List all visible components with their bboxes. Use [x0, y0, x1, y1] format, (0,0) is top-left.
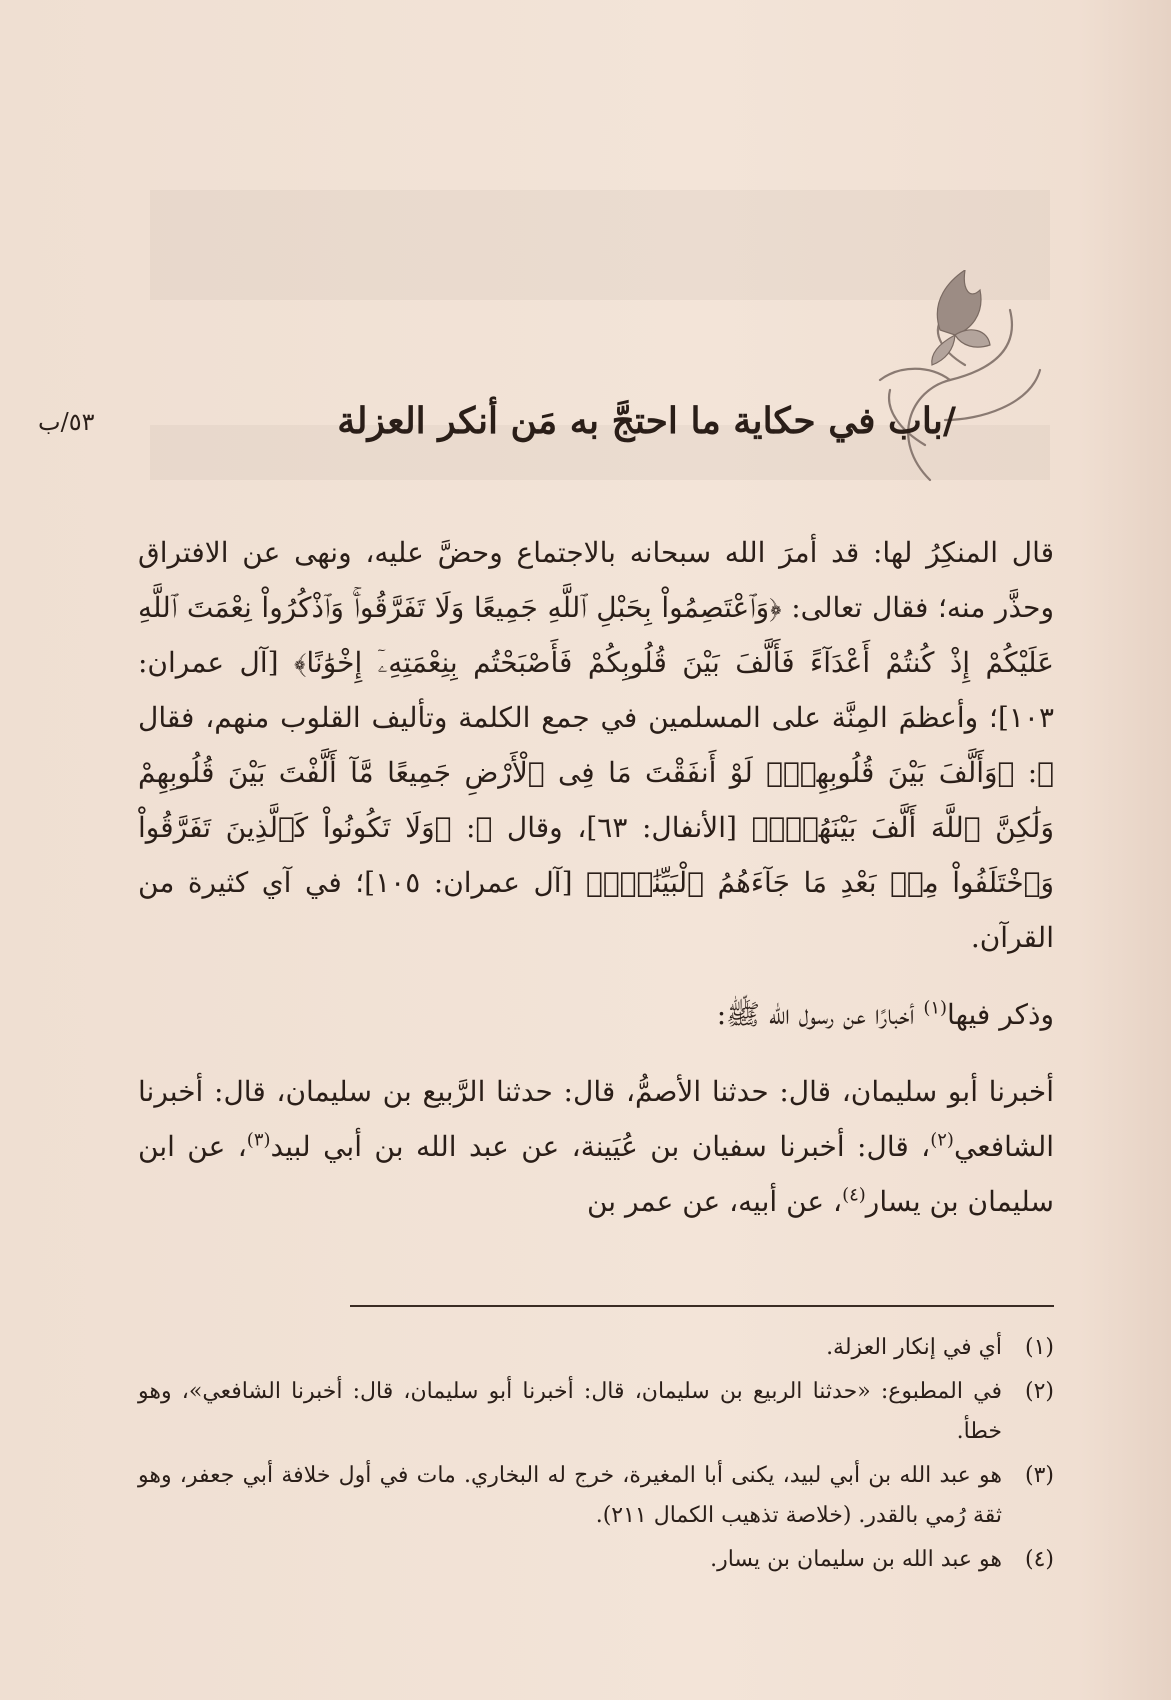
text-segment: وذكر فيها [947, 998, 1054, 1031]
quran-verse: ﴿وَٱعْتَصِمُواْ بِحَبْلِ ٱللَّهِ جَمِيعًا وَلَا تَفَرَّقُواْۚ وَٱذْكُرُواْ نِعْمَتَ ٱللَّهِ عَلَيْكُمْ إِذْ كُنتُمْ أَعْدَآءً فَأَلَّفَ بَيْنَ قُلُوبِكُمْ فَأَصْبَحْتُم بِنِعْمَتِهِۦٓ إِخْوَٰنًا﴾ [138, 591, 1055, 679]
text-segment: [آل عمران: ١٠٥]؛ في آي كثيرة من القرآن. [138, 866, 1054, 954]
footnote [138, 1540, 1054, 1580]
show-through-band [150, 190, 1050, 245]
footnote-text: هو عبد الله بن أبي لبيد، يكنى أبا المغيرة، خرج له البخاري. مات في أول خلافة أبي جعفر، وهو ثقة رُمي بالقدر. (خلاصة تذهيب الكمال ٢١١). [138, 1463, 1002, 1528]
paragraph-3 [138, 1064, 1054, 1229]
footnote-divider [350, 1305, 1054, 1307]
paragraph-2 [138, 987, 1054, 1042]
footnote [138, 1328, 1054, 1368]
footnote-ref: (٤) [842, 1184, 866, 1206]
floral-vine-ornament-icon [870, 270, 1050, 490]
text-segment: [الأنفال: ٦٣]، وقال ﷻ: [451, 811, 752, 844]
footnote-ref: (١) [923, 997, 948, 1019]
footnote-ref: (٢) [930, 1129, 954, 1151]
footnote [138, 1372, 1054, 1452]
text-segment: قال المنكِرُ لها: قد أمرَ الله سبحانه بالاجتماع وحضَّ عليه، ونهى عن الافتراق وحذَّر منه؛ فقال تعالى: [138, 536, 1054, 624]
footnote-text: في المطبوع: «حدثنا الربيع بن سليمان، قال: أخبرنا أبو سليمان، قال: أخبرنا الشافعي»، وهو خطأ. [138, 1379, 1002, 1444]
paragraph-1 [138, 525, 1054, 965]
quran-verse: ﴿وَلَا تَكُونُواْ كَٱلَّذِينَ تَفَرَّقُواْ وَٱخْتَلَفُواْ مِنۢ بَعْدِ مَا جَآءَهُمُ ٱلْبَيِّنَٰتُۚ﴾ [138, 811, 1054, 899]
footnote-number: (١) [1024, 1335, 1054, 1360]
text-segment: ، عن أبيه، عن عمر بن [586, 1185, 843, 1218]
text-segment: ، قال: أخبرنا سفيان بن عُيَينة، عن عبد الله بن أبي لبيد [270, 1130, 931, 1163]
footnote-number: (٢) [1024, 1379, 1054, 1404]
footnote-text: أي في إنكار العزلة. [826, 1335, 1002, 1360]
chapter-title: /باب في حكاية ما احتجَّ به مَن أنكر العزلة [337, 400, 956, 442]
text-segment: ، عن ابن سليمان بن يسار [138, 1130, 1054, 1218]
footnote-number: (٣) [1024, 1463, 1054, 1488]
main-text [138, 525, 1054, 1229]
footnote [138, 1456, 1054, 1536]
footnotes [138, 1328, 1054, 1584]
footnote-text: هو عبد الله بن سليمان بن يسار. [710, 1547, 1002, 1572]
text-segment: [آل عمران: ١٠٣]؛ وأعظمَ المِنَّة على المسلمين في جمع الكلمة وتأليف القلوب منهم، فقال ﷻ: [138, 646, 1054, 789]
footnote-number: (٤) [1024, 1547, 1054, 1572]
text-segment: أخبرنا أبو سليمان، قال: حدثنا الأصمُّ، قال: حدثنا الرَّبيع بن سليمان، قال: أخبرنا الشافعي [138, 1075, 1055, 1163]
text-segment: أخبارًا عن رسول الله ﷺ: [716, 998, 924, 1031]
margin-folio-note: ٥٣/ب [38, 408, 95, 436]
footnote-ref: (٣) [246, 1129, 271, 1151]
quran-verse: ﴿وَأَلَّفَ بَيْنَ قُلُوبِهِمْۚ لَوْ أَنفَقْتَ مَا فِى ٱلْأَرْضِ جَمِيعًا مَّآ أَلَّفْتَ بَيْنَ قُلُوبِهِمْ وَلَٰكِنَّ ٱللَّهَ أَلَّفَ بَيْنَهُمْۚ﴾ [138, 756, 1054, 844]
